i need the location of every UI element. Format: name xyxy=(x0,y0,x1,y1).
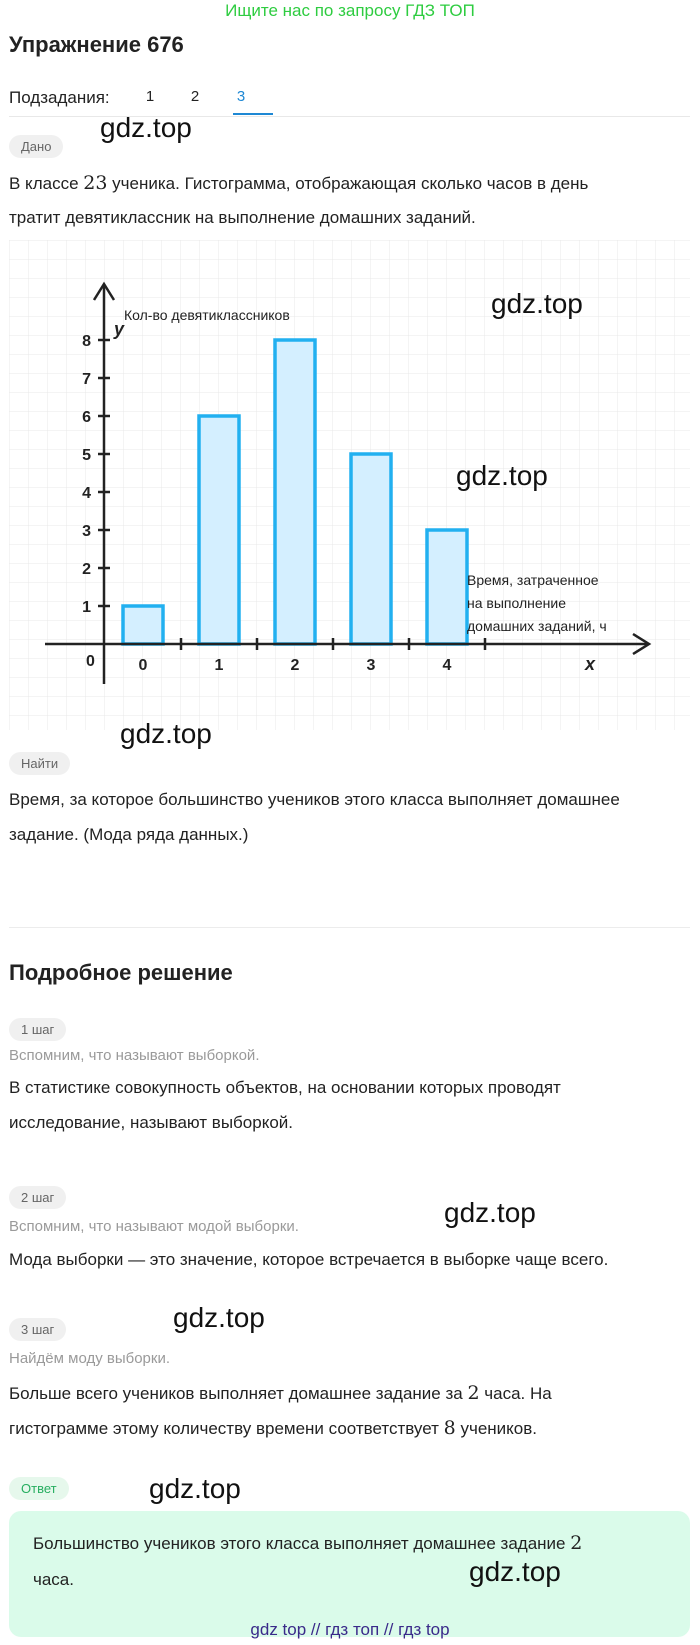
answer-text xyxy=(33,1525,663,1598)
y-tick-label-4: 4 xyxy=(82,485,91,502)
x-tick-label-2: 2 xyxy=(290,657,300,674)
search-banner: Ищите нас по запросу ГДЗ ТОП xyxy=(225,1,475,20)
footer-links: gdz top // гдз топ // гдз top xyxy=(250,1620,450,1639)
histogram-chart xyxy=(9,240,690,730)
find-line-1: Время, за которое большинство учеников этого класса выполняет домашнее xyxy=(9,790,620,809)
x-axis-letter: x xyxy=(585,654,596,674)
step-1-line-1: В статистике совокупность объектов, на основании которых проводят xyxy=(9,1078,561,1097)
histogram-bar-2 xyxy=(275,340,315,644)
given-line-1-text-b: ученика. Гистограмма, отображающая сколько часов в день xyxy=(107,174,589,193)
y-tick-label-5: 5 xyxy=(82,447,91,464)
step-3-line-2 xyxy=(9,1410,689,1447)
step-2-badge: 2 шаг xyxy=(9,1186,66,1209)
histogram-bar-0 xyxy=(123,606,163,644)
subtask-tabs-label: Подзадания: xyxy=(9,88,110,107)
step-3-line-2-text-a: гистограмме этому количеству времени соответствует xyxy=(9,1419,444,1438)
y-tick-label-8: 8 xyxy=(82,333,91,350)
answer-hours-value: 2 xyxy=(570,1532,583,1554)
answer-text-b: часа. xyxy=(33,1570,74,1589)
watermark: gdz.top xyxy=(120,718,212,749)
given-badge: Дано xyxy=(9,135,63,158)
y-tick-label-6: 6 xyxy=(82,409,91,426)
watermark: gdz.top xyxy=(173,1302,265,1333)
step-3-line-1-text-a: Больше всего учеников выполняет домашнее задание за xyxy=(9,1384,468,1403)
given-line-1-text-a: В классе xyxy=(9,174,84,193)
x-axis-title-line-3: домашних заданий, ч xyxy=(467,618,607,634)
find-badge: Найти xyxy=(9,752,70,775)
histogram-bar-4 xyxy=(427,530,467,644)
tab-subtask-3[interactable]: 3 xyxy=(236,88,246,105)
x-tick-label-4: 4 xyxy=(442,657,452,674)
watermark: gdz.top xyxy=(456,460,548,491)
mode-hours-value: 2 xyxy=(467,1382,480,1404)
answer-text-a: Большинство учеников этого класса выполняет домашнее задание xyxy=(33,1534,571,1553)
watermark: gdz.top xyxy=(444,1197,536,1228)
step-2-hint: Вспомним, что называют модой выборки. xyxy=(9,1218,299,1235)
x-axis-title-line-1: Время, затраченное xyxy=(467,572,599,588)
find-line-2: задание. (Мода ряда данных.) xyxy=(9,825,249,844)
step-3-line-1-text-b: часа. На xyxy=(479,1384,552,1403)
watermark: gdz.top xyxy=(149,1473,241,1504)
step-2-line-1: Мода выборки — это значение, которое встречается в выборке чаще всего. xyxy=(9,1250,609,1269)
step-1-line-2: исследование, называют выборкой. xyxy=(9,1113,293,1132)
y-axis-letter: y xyxy=(114,319,125,339)
tab-subtask-1[interactable]: 1 xyxy=(145,88,155,105)
mode-count-value: 8 xyxy=(443,1417,456,1439)
step-1-hint: Вспомним, что называют выборкой. xyxy=(9,1047,260,1064)
step-3-line-1 xyxy=(9,1375,689,1412)
page-title: Упражнение 676 xyxy=(9,32,184,57)
x-tick-label-1: 1 xyxy=(214,657,224,674)
histogram-bar-3 xyxy=(351,454,391,644)
y-tick-label-7: 7 xyxy=(82,371,91,388)
solution-heading: Подробное решение xyxy=(9,960,233,985)
origin-label: 0 xyxy=(86,653,95,670)
step-3-badge: 3 шаг xyxy=(9,1318,66,1341)
y-tick-label-2: 2 xyxy=(82,561,91,578)
x-tick-label-3: 3 xyxy=(366,657,376,674)
answer-badge: Ответ xyxy=(9,1477,69,1500)
x-tick-label-0: 0 xyxy=(138,657,148,674)
watermark: gdz.top xyxy=(469,1556,561,1587)
step-3-line-2-text-b: учеников. xyxy=(455,1419,538,1438)
tab-subtask-2[interactable]: 2 xyxy=(190,88,200,105)
step-1-badge: 1 шаг xyxy=(9,1018,66,1041)
x-axis-title-line-2: на выполнение xyxy=(467,595,566,611)
active-tab-indicator xyxy=(233,113,273,115)
given-line-2: тратит девятиклассник на выполнение домашних заданий. xyxy=(9,208,476,227)
section-divider xyxy=(9,927,690,928)
y-tick-label-3: 3 xyxy=(82,523,91,540)
given-line-1 xyxy=(9,165,689,202)
y-axis-title: Кол-во девятиклассников xyxy=(124,307,290,323)
y-tick-label-1: 1 xyxy=(82,599,91,616)
step-3-hint: Найдём моду выборки. xyxy=(9,1350,171,1367)
histogram-bar-1 xyxy=(199,416,239,644)
watermark: gdz.top xyxy=(491,288,583,319)
student-count: 23 xyxy=(83,172,108,194)
watermark: gdz.top xyxy=(100,112,192,143)
answer-box xyxy=(9,1511,690,1637)
